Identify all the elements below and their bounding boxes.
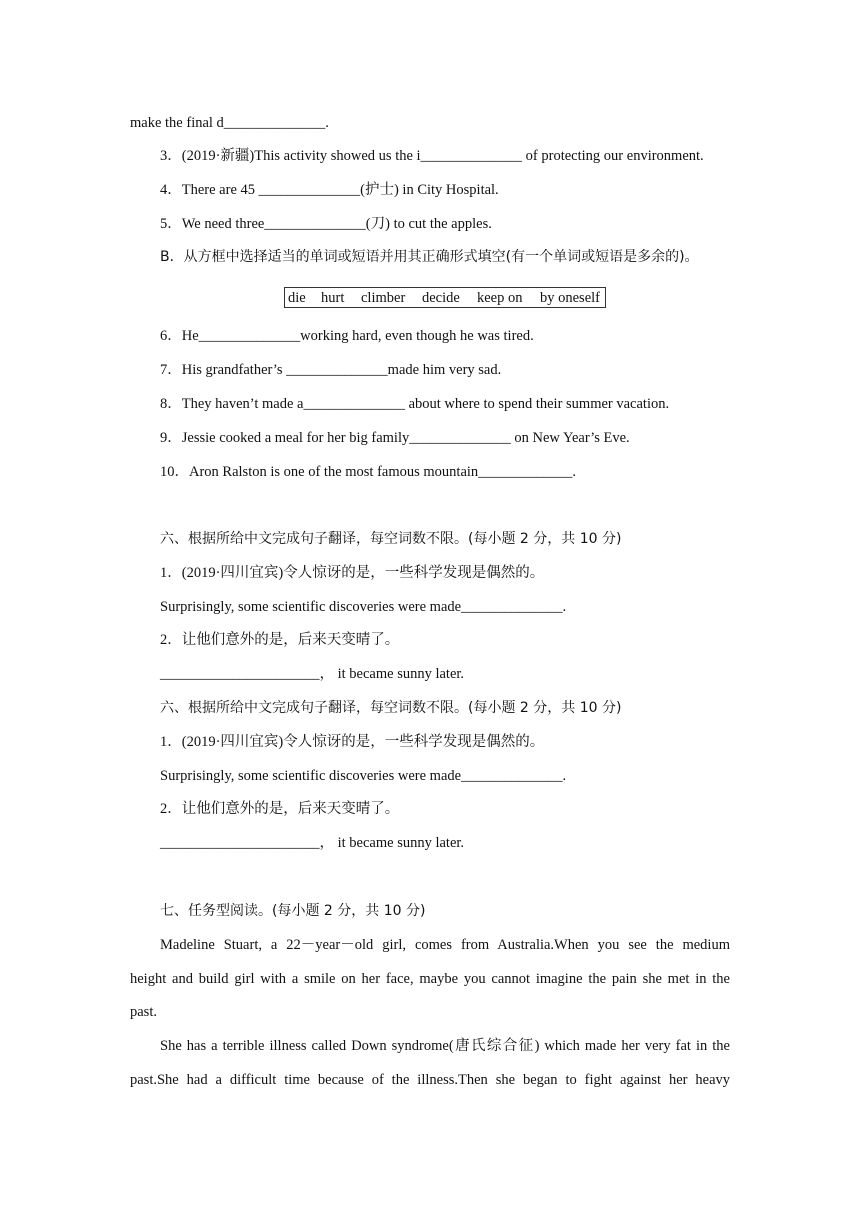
- reading-paragraph-2-line-2: past.She had a difficult time because of the illness.Then she began to fight against her heavy: [130, 1072, 730, 1088]
- translation-1-answer: Surprisingly, some scientific discoveries were made______________.: [160, 599, 567, 615]
- section-7-heading: 七、任务型阅读。(每小题 2 分，共 10 分): [160, 903, 426, 919]
- translation-2-answer-repeat: ______________________， it became sunny later.: [160, 835, 465, 851]
- translation-1: 1．(2019·四川宜宾)令人惊讶的是，一些科学发现是偶然的。: [160, 565, 545, 581]
- question-5: 5．We need three______________(刀) to cut the apples.: [160, 216, 492, 232]
- word-box-item: hurt: [321, 290, 345, 306]
- line-final-d: make the final d______________.: [130, 115, 329, 131]
- section-6-heading-repeat: 六、根据所给中文完成句子翻译，每空词数不限。(每小题 2 分，共 10 分): [160, 700, 622, 716]
- word-box-item: climber: [361, 290, 406, 306]
- question-3: 3．(2019·新疆)This activity showed us the i______________ of protecting our environment.: [160, 148, 704, 164]
- translation-2: 2．让他们意外的是，后来天变晴了。: [160, 632, 400, 648]
- question-6: 6．He______________working hard, even though he was tired.: [160, 328, 534, 344]
- translation-1-repeat: 1．(2019·四川宜宾)令人惊讶的是，一些科学发现是偶然的。: [160, 734, 545, 750]
- word-box-item: decide: [422, 290, 460, 306]
- question-9: 9．Jessie cooked a meal for her big family______________ on New Year’s Eve.: [160, 430, 630, 446]
- word-box-item: by oneself: [540, 290, 600, 306]
- section-6-heading: 六、根据所给中文完成句子翻译，每空词数不限。(每小题 2 分，共 10 分): [160, 531, 622, 547]
- reading-paragraph-1-line-2: height and build girl with a smile on her face, maybe you cannot imagine the pain she met in the: [130, 971, 730, 987]
- reading-paragraph-2-line-1: She has a terrible illness called Down syndrome(唐氏综合征) which made her very fat in the: [160, 1038, 730, 1054]
- word-box-item: keep on: [477, 290, 523, 306]
- translation-2-repeat: 2．让他们意外的是，后来天变晴了。: [160, 801, 400, 817]
- question-4: 4．There are 45 ______________(护士) in City Hospital.: [160, 182, 499, 198]
- section-b-instruction: B．从方框中选择适当的单词或短语并用其正确形式填空(有一个单词或短语是多余的)。: [160, 249, 699, 265]
- question-10: 10．Aron Ralston is one of the most famous mountain_____________.: [160, 464, 577, 480]
- reading-paragraph-1-line-1: Madeline Stuart, a 22－year－old girl, comes from Australia.When you see the medium: [160, 937, 730, 953]
- reading-paragraph-1-line-3: past.: [130, 1004, 157, 1020]
- question-8: 8．They haven’t made a______________ about where to spend their summer vacation.: [160, 396, 670, 412]
- word-box-item: die: [288, 290, 306, 306]
- translation-1-answer-repeat: Surprisingly, some scientific discoveries were made______________.: [160, 768, 567, 784]
- word-box: [284, 287, 606, 308]
- question-7: 7．His grandfather’s ______________made him very sad.: [160, 362, 502, 378]
- translation-2-answer: ______________________， it became sunny later.: [160, 666, 465, 682]
